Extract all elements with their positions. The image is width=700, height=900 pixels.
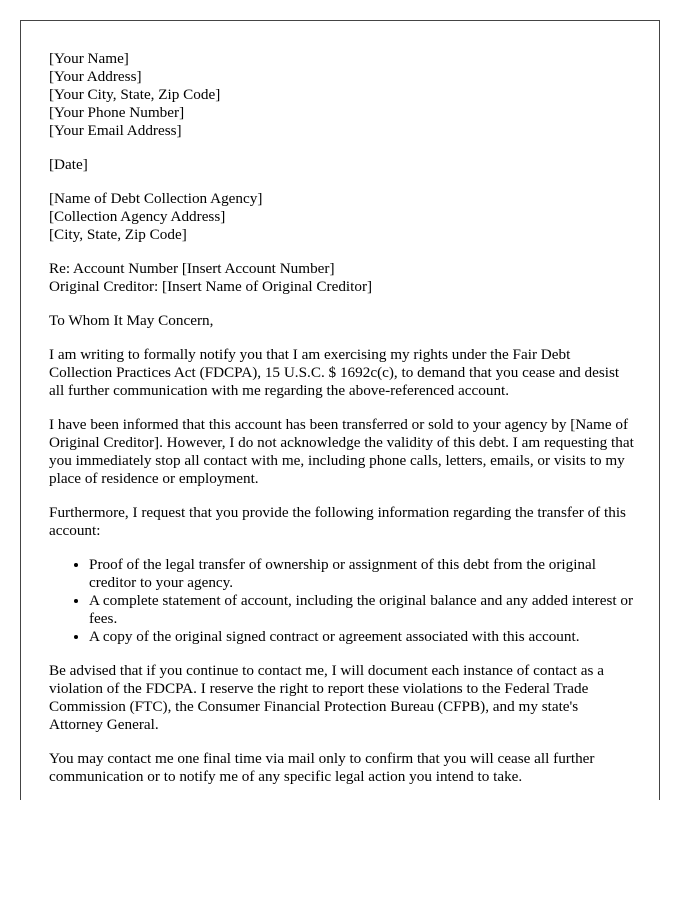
sender-phone: [Your Phone Number] xyxy=(49,104,185,121)
paragraph-notice: I am writing to formally notify you that I am exercising my rights under the Fair Debt Collection Practices Act (FDCPA), 15 U.S.C. $ 1692c(c), to demand that you cease and desist all further communication with me regarding the above-referenced account. xyxy=(49,346,620,399)
sender-address-block xyxy=(49,50,635,140)
recipient-name: [Name of Debt Collection Agency] xyxy=(49,190,263,207)
request-list xyxy=(49,556,635,646)
salutation: To Whom It May Concern, xyxy=(49,312,214,329)
paragraph-warning: Be advised that if you continue to contact me, I will document each instance of contact as a violation of the FDCPA. I reserve the right to report these violations to the Federal Trade Commission (FTC), the Consumer Financial Protection Bureau (CFPB), and my state's Attorney General. xyxy=(49,662,604,733)
letter-page xyxy=(20,20,660,800)
sender-city-state-zip: [Your City, State, Zip Code] xyxy=(49,86,221,103)
list-item: • A copy of the original signed contract or agreement associated with this account. xyxy=(89,628,635,646)
reference-original-creditor: Original Creditor: [Insert Name of Original Creditor] xyxy=(49,278,373,295)
paragraph-transfer: I have been informed that this account has been transferred or sold to your agency by [Name of Original Creditor]. However, I do not acknowledge the validity of this debt. I am requesting that you immediately stop all contact with me, including phone calls, letters, emails, or visits to my place of residence or employment. xyxy=(49,416,634,487)
letter-date: [Date] xyxy=(49,156,88,173)
list-item: • Proof of the legal transfer of ownership or assignment of this debt from the original creditor to your agency. xyxy=(89,556,635,592)
reference-block xyxy=(49,260,635,296)
recipient-address: [Collection Agency Address] xyxy=(49,208,226,225)
sender-email: [Your Email Address] xyxy=(49,122,182,139)
sender-address: [Your Address] xyxy=(49,68,142,85)
date-block xyxy=(49,156,635,174)
sender-name: [Your Name] xyxy=(49,50,129,67)
paragraph-request-intro: Furthermore, I request that you provide the following information regarding the transfer of this account: xyxy=(49,504,626,539)
letter-body xyxy=(49,50,635,800)
paragraph-final-contact: You may contact me one final time via mail only to confirm that you will cease all further communication or to notify me of any specific legal action you intend to take. xyxy=(49,750,595,785)
list-item: • A complete statement of account, including the original balance and any added interest or fees. xyxy=(89,592,635,628)
reference-account-number: Re: Account Number [Insert Account Number] xyxy=(49,260,335,277)
recipient-city-state-zip: [City, State, Zip Code] xyxy=(49,226,187,243)
recipient-address-block xyxy=(49,190,635,244)
